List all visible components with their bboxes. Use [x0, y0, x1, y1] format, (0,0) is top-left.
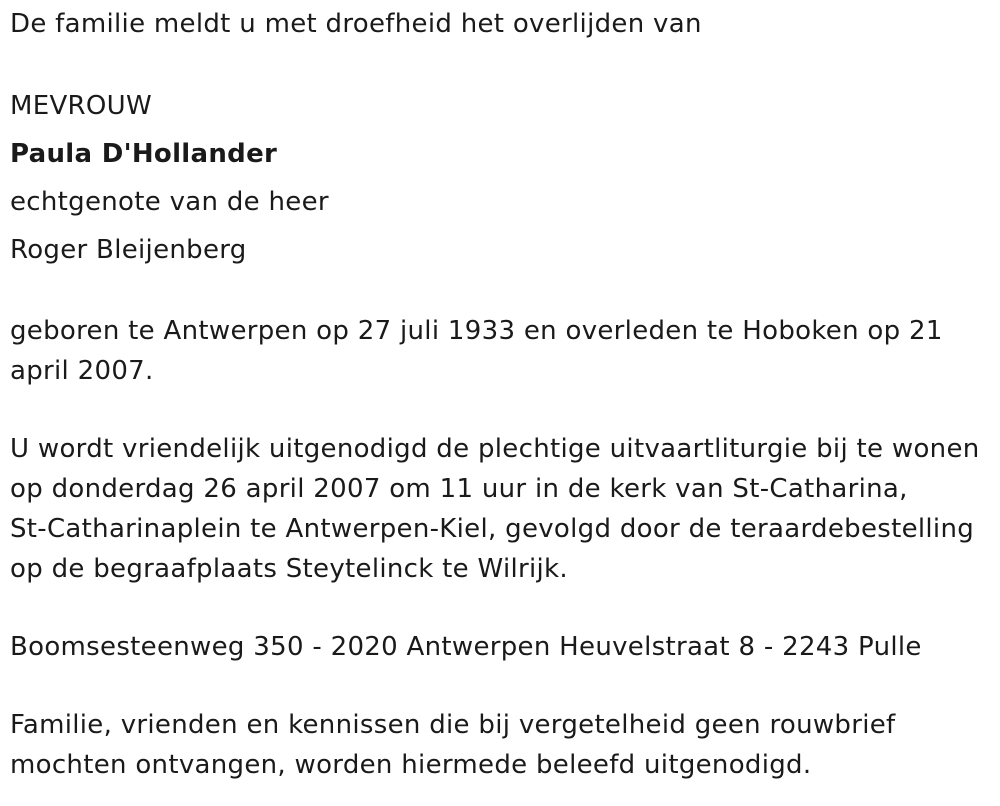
addresses-line: Boomsesteenweg 350 - 2020 Antwerpen Heuvelstraat 8 - 2243 Pulle: [10, 632, 922, 662]
closing-line-1: Familie, vrienden en kennissen die bij vergetelheid geen rouwbrief: [10, 710, 896, 740]
birth-death-line-2: april 2007.: [10, 356, 154, 386]
birth-death-paragraph: [10, 311, 995, 391]
funeral-line-2: op donderdag 26 april 2007 om 11 uur in de kerk van St-Catharina,: [10, 474, 908, 504]
funeral-line-1: U wordt vriendelijk uitgenodigd de plechtige uitvaartliturgie bij te wonen: [10, 434, 980, 464]
funeral-paragraph: [10, 429, 995, 589]
honorific-title: MEVROUW: [10, 91, 153, 121]
closing-line-2: mochten ontvangen, worden hiermede beleefd uitgenodigd.: [10, 750, 812, 780]
closing-paragraph: [10, 705, 995, 785]
intro-text: De familie meldt u met droefheid het overlijden van: [10, 9, 702, 39]
funeral-line-4: op de begraafplaats Steytelinck te Wilrijk.: [10, 554, 568, 584]
deceased-block: [10, 82, 995, 274]
obituary-notice: [10, 4, 995, 785]
birth-death-line-1: geboren te Antwerpen op 27 juli 1933 en overleden te Hoboken op 21: [10, 316, 943, 346]
addresses-paragraph: [10, 627, 995, 667]
funeral-line-3: St-Catharinaplein te Antwerpen-Kiel, gevolgd door de teraardebestelling: [10, 514, 975, 544]
spouse-intro: echtgenote van de heer: [10, 187, 329, 217]
spouse-name: Roger Bleijenberg: [10, 235, 247, 265]
deceased-name: Paula D'Hollander: [10, 139, 278, 169]
